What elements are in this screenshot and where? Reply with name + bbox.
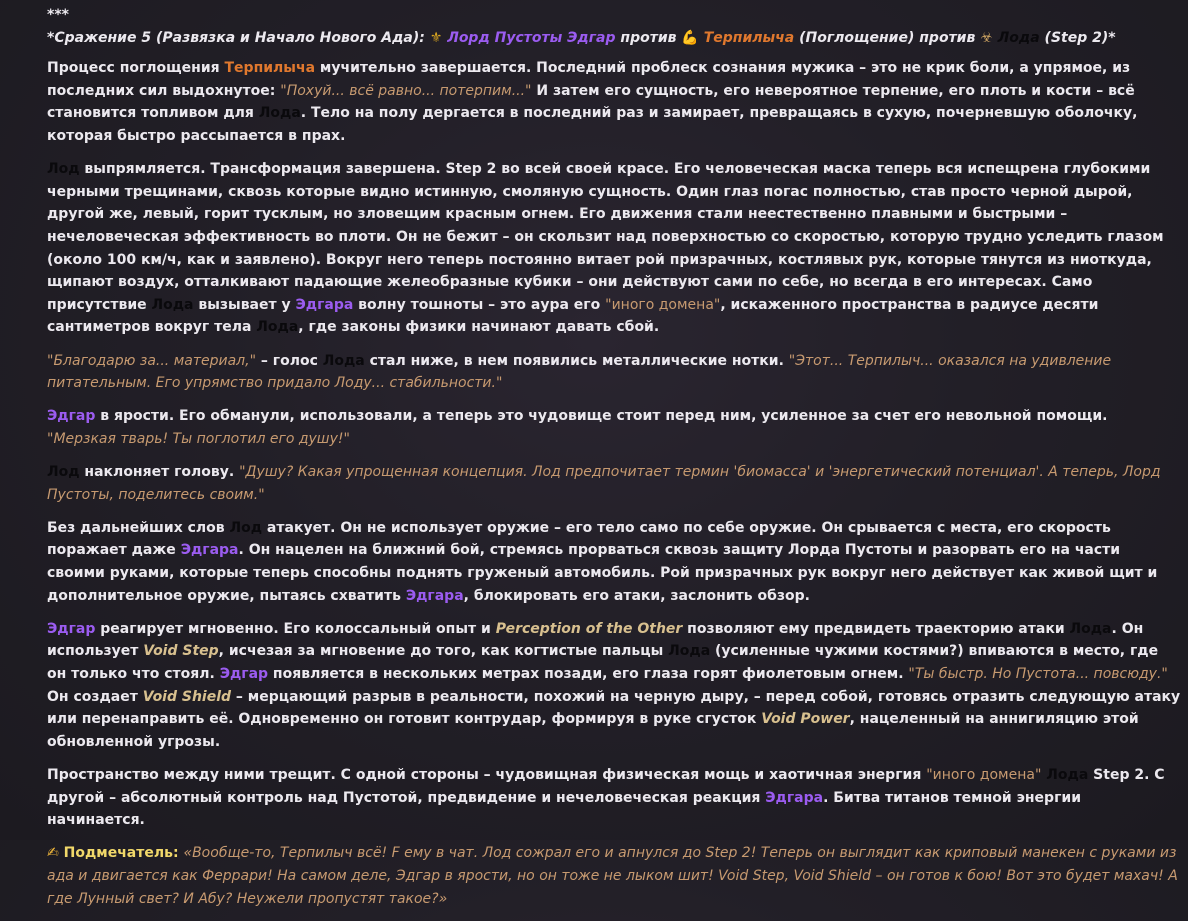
paragraph-observer [47,842,1181,910]
p6-loda: Лод [229,519,263,536]
p2-loda-2: Лода [151,296,194,313]
p2-text-f: , где законы физики начинают давать сбой. [298,319,660,336]
p7-void-shield: Void Shield [142,688,232,705]
fleur-de-lis-icon: ⚜ [429,29,443,46]
p4-quote: "Мерзкая тварь! Ты поглотил его душу!" [47,430,350,447]
p7-perception: Perception of the Other [495,620,683,637]
paragraph-3 [47,350,1181,395]
p2-loda-1: Лод [47,161,80,178]
p7-edgar-1: Эдгар [47,620,96,637]
p1-loda: Лода [258,105,301,122]
p1-text-b: мучительно завершается. Последний проблеск сознания мужика – это не крик боли, а упрямое, из последних сил выдохнутое: [47,60,1131,99]
p6-edgar-1: Эдгара [180,542,239,559]
observer-quote: «Вообще-то, Терпилыч всё! F ему в чат. Лод сожрал его и апнулся до Step 2! Теперь он выглядит как криповый манекен с руками из ада и двигается как Феррари! На самом деле, Эдгар в ярости, но он тоже не лыком шит! Void Step, Void Shield – он готов к бою! Вот это будет махач! А где Лунный свет? И Абу? Неужели пропустят такое?» [47,845,1178,907]
p7-quote: "Ты быстр. Но Пустота... повсюду." [908,666,1168,682]
title-edgar: Лорд Пустоты Эдгар [447,29,616,46]
p7-text-a: реагирует мгновенно. Его колоссальный опыт и [95,620,496,637]
p2-domain: "иного домена" [605,296,721,313]
p6-edgar-2: Эдгара [405,587,464,604]
observer-label: Подмечатель: [63,845,179,862]
p1-terp: Терпилыча [224,60,316,77]
p2-edgar: Эдгара [295,296,354,313]
title-star: * [47,29,55,46]
p7-text-d: , исчезая за мгновение до того, как когтистые пальцы [218,643,669,660]
battle-title [47,27,1181,50]
p1-text-c: И затем его сущность, его невероятное терпение, его плоть и кости – всё становится топливом для [47,82,1135,122]
p6-text-d: , блокировать его атаки, заслонить обзор. [463,587,810,604]
title-absorb: (Поглощение) против [799,29,976,46]
p5-quote: "Душу? Какая упрощенная концепция. Лод предпочитает термин 'биомасса' и 'энергетический потенциал'. А теперь, Лорд Пустоты, поделитесь своим." [47,464,1161,503]
p8-text-b: Step 2. С другой – абсолютный контроль над Пустотой, предвидение и нечеловеческая реакция [47,766,1165,806]
p7-text-e: (усиленные чужими костями?) впиваются в место, где он только что стоял. [47,643,1159,682]
p8-text-c: . Битва титанов темной энергии начинается. [47,789,1082,829]
p6-text-a: Без дальнейших слов [47,519,230,536]
p3-text-b: стал ниже, в нем появились металлические нотки. [364,352,789,369]
p8-edgar: Эдгара [765,789,824,806]
p8-domain: "иного домена" [926,766,1042,783]
p2-text-e: , искаженного пространства в радиусе десяти сантиметров вокруг тела [47,296,1099,336]
chat-message [47,4,1181,921]
mummy-icon: ☣ [980,29,993,46]
paragraph-4 [47,405,1181,450]
p3-quote-2: "Этот... Терпилыч... оказался на удивление питательным. Его упрямство придало Лоду... стабильности." [47,352,1112,392]
paragraph-6 [47,517,1181,607]
title-terp: Терпилыча [703,29,795,46]
p7-text-b: позволяют ему предвидеть траекторию атаки [682,620,1070,637]
title-battle: Сражение 5 (Развязка и Начало Нового Ада): [54,29,425,46]
p2-text-c: вызывает у [193,296,296,313]
p7-void-power: Void Power [761,711,850,728]
p7-void-step: Void Step [143,643,219,660]
p3-quote-1: "Благодарю за... материал," [47,352,257,369]
p1-text-d: . Тело на полу дергается в последний раз и замирает, превращаясь в сухую, почерневшую оболочку, которая быстро рассыпается в прах. [47,105,1138,144]
p6-text-b: атакует. Он не использует оружие – его тело само по себе оружие. Он срывается с места, его скорость поражает даже [47,519,1111,559]
p4-text-a: в ярости. Его обманули, использовали, а теперь это чудовище стоит перед ним, усиленное за счет его невольной помощи. [95,408,1108,425]
p5-text-a: наклоняет голову. [79,464,240,481]
p5-loda: Лод [47,464,80,481]
p1-quote: "Похуй... всё равно... потерпим..." [280,82,532,99]
paragraph-8 [47,764,1181,832]
p1-text-a: Процесс поглощения [47,60,225,77]
p7-text-i: , нацеленный на аннигиляцию этой обновленной угрозы. [47,711,1139,750]
flexed-biceps-icon: 💪 [681,29,699,46]
p3-loda: Лода [322,352,365,369]
p7-text-c: . Он использует [47,620,1144,660]
p2-step: Step 2 [445,161,497,178]
title-step: (Step 2)* [1044,29,1116,46]
p2-loda-3: Лода [256,319,299,336]
p7-edgar-2: Эдгар [219,666,269,682]
separator [47,4,1181,27]
p2-text-d: волну тошноты – это аура его [353,296,606,313]
paragraph-2 [47,158,1181,339]
p2-text-b: во всей своей красе. Его человеческая маска теперь вся испещрена глубокими черными трещинами, сквозь которые видно истинную, смоляную сущность. Один глаз погас полностью, став просто черной дырой, другой же, левый, горит тусклым, но зловещим красным огнем. Его движения стали неестественно плавными и быстрыми – нечеловеческая эффективность во плоти. Он не бежит – он скользит над поверхностью со скоростью, которую трудно уследить глазом (около 100 км/ч, как и заявлено). Вокруг него теперь постоянно витает рой призрачных, костлявых рук, которые тянутся из ниоткуда, щипают воздух, отталкивают падающие желеобразные кубики – они действуют сами по себе, но всегда в его интересах. Само присутствие [47,161,1164,313]
p7-text-g: Он создает [47,688,143,705]
p7-text-h: – мерцающий разрыв в реальности, похожий на черную дыру, – перед собой, готовясь отразить следующую атаку или перенаправить её. Одновременно он готовит контрудар, формируя в руке сгусток [47,688,1181,728]
p7-text-f: появляется в нескольких метрах позади, его глаза горят фиолетовым огнем. [268,666,909,682]
title-loda: Лода [997,29,1040,46]
p7-loda-1: Лода [1069,620,1112,637]
p8-loda: Лода [1046,766,1089,783]
paragraph-5 [47,461,1181,506]
p3-text-a: – голос [256,352,323,369]
writing-hand-icon: ✍ [47,845,59,862]
title-vs: против [620,29,677,46]
p4-edgar: Эдгар [47,408,96,425]
paragraph-7 [47,618,1181,754]
paragraph-1 [47,57,1181,147]
p2-text-a: выпрямляется. Трансформация завершена. [79,161,446,178]
separator-text: *** [47,7,69,23]
p7-loda-2: Лода [668,643,711,660]
p6-text-c: . Он нацелен на ближний бой, стремясь прорваться сквозь защиту Лорда Пустоты и разорвать его на части своими руками, которые теперь способны поднять груженый автомобиль. Рой призрачных рук вокруг него действует как живой щит и дополнительное оружие, пытаясь схватить [47,542,1158,604]
p8-text-a: Пространство между ними трещит. С одной стороны – чудовищная физическая мощь и хаотичная энергия [47,766,927,783]
